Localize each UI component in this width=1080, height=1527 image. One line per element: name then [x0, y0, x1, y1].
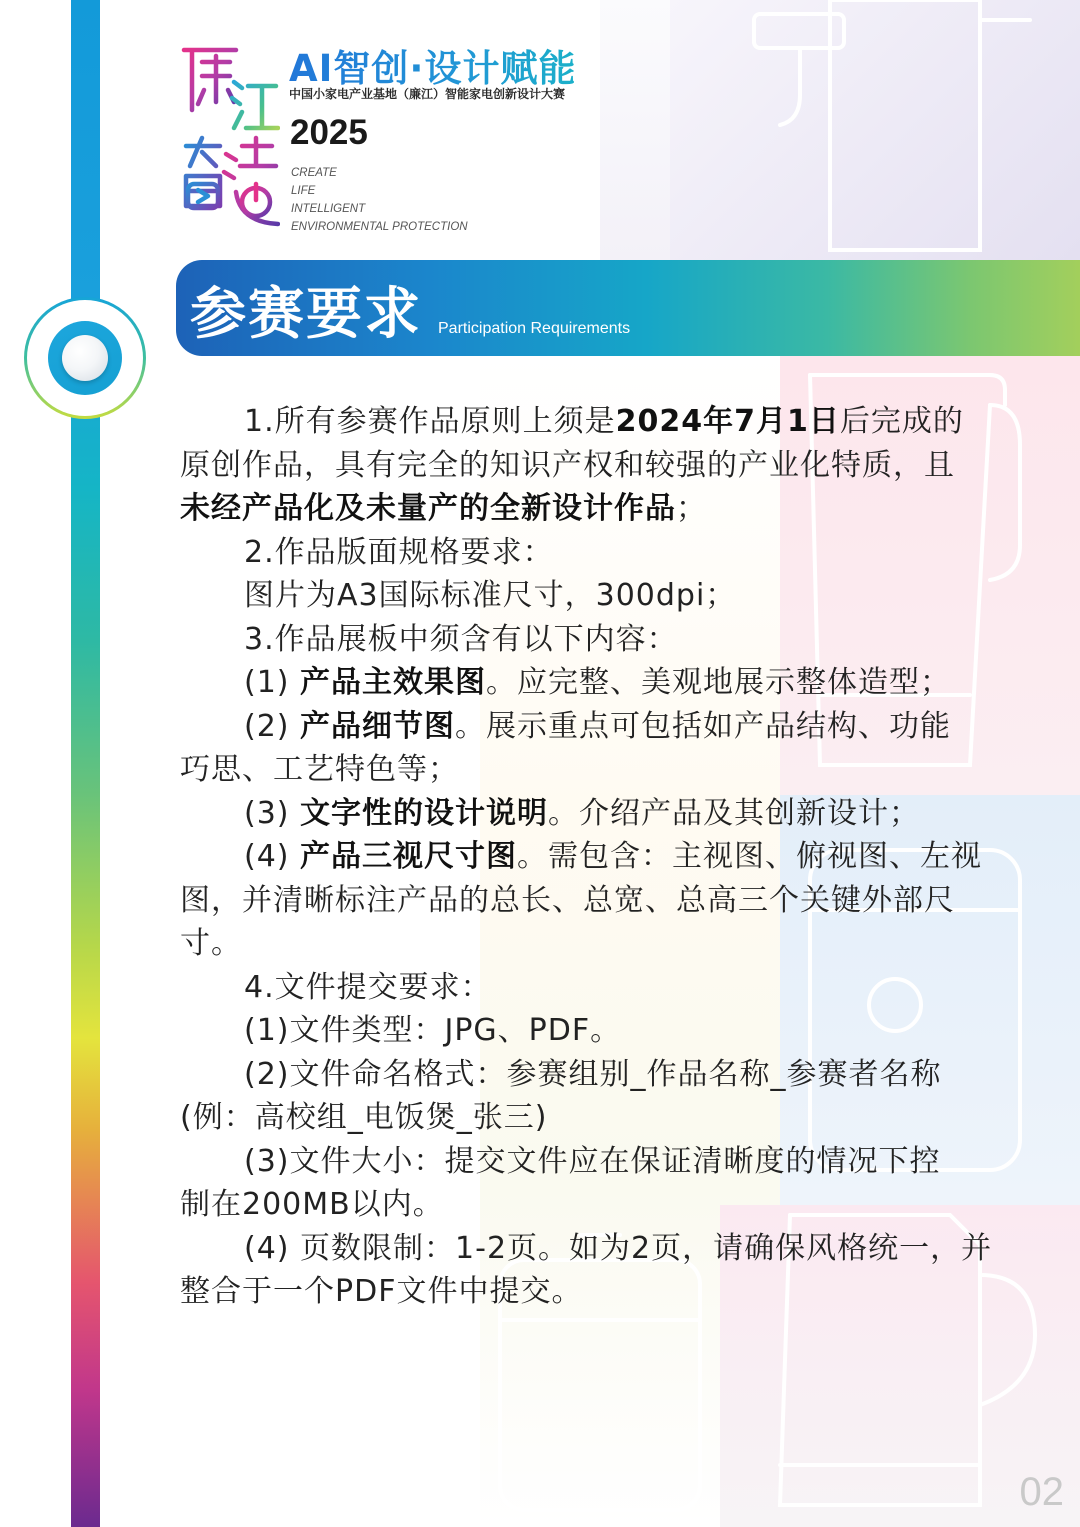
item-number: (2): [244, 708, 290, 744]
requirement-3-2-cont: 巧思、工艺特色等；: [180, 752, 459, 787]
requirement-1: [180, 400, 1010, 444]
requirement-4-3: (3)文件大小：提交文件应在保证清晰度的情况下控: [244, 1143, 941, 1179]
page-number: 02: [1019, 1470, 1064, 1514]
text: 。需包含：主视图、俯视图、左视: [517, 839, 983, 874]
year: 2025: [290, 113, 368, 152]
item-number: (3): [244, 795, 290, 831]
text: 1.所有参赛作品原则上须是: [244, 404, 616, 439]
requirement-2-body: 图片为A3国际标准尺寸，300dpi；: [244, 578, 737, 613]
slogan-line: INTELLIGENT: [291, 203, 366, 215]
slogan-line: CREATE: [291, 167, 337, 179]
ring-core-button: [62, 335, 108, 381]
requirement-4-title: 4.文件提交要求：: [244, 969, 492, 1005]
requirement-3-1: [180, 661, 1010, 705]
requirement-3-4-cont: 寸。: [180, 926, 242, 961]
text: 。展示重点可包括如产品结构、功能: [455, 708, 952, 744]
deadline-date: 2024年7月1日: [615, 404, 840, 439]
section-title: 参赛要求: [190, 282, 422, 347]
requirement-4-1: (1)文件类型：JPG、PDF。: [244, 1013, 622, 1048]
requirement-3-4-cont: 图，并清晰标注产品的总长、总宽、总高三个关键外部尺: [180, 882, 955, 918]
requirement-2-title: 2.作品版面规格要求：: [244, 534, 554, 570]
requirements-body: [180, 400, 1010, 1314]
text: 。介绍产品及其创新设计；: [548, 795, 921, 831]
brand-subtitle: 中国小家电产业基地（廉江）智能家电创新设计大赛: [289, 87, 566, 101]
emphasis-text: 未经产品化及未量产的全新设计作品: [180, 491, 676, 526]
brand-title: AI智创·设计赋能: [289, 38, 576, 92]
requirement-1-cont: 原创作品，具有完全的知识产权和较强的产业化特质，且: [180, 447, 955, 483]
requirement-1-cont: [180, 487, 1010, 531]
emphasis-text: 产品三视尺寸图: [300, 839, 518, 874]
requirement-4-4-cont: 整合于一个PDF文件中提交。: [180, 1274, 583, 1309]
slogan: [291, 164, 468, 236]
requirement-3-3: [180, 792, 1010, 836]
requirement-4-2: (2)文件命名格式：参赛组别_作品名称_参赛者名称: [244, 1056, 942, 1092]
slogan-line: LIFE: [291, 185, 316, 197]
requirement-4-2-cont: (例：高校组_电饭煲_张三): [180, 1100, 548, 1135]
section-subtitle: Participation Requirements: [438, 320, 631, 337]
requirement-4-4: (4) 页数限制：1-2页。如为2页，请确保风格统一，并: [244, 1230, 993, 1266]
rainbow-side-bar: [71, 0, 100, 1527]
slogan-line: ENVIRONMENTAL PROTECTION: [291, 221, 468, 233]
requirement-3-4: [180, 835, 1010, 879]
item-number: (1): [244, 665, 290, 700]
emphasis-text: 文字性的设计说明: [300, 795, 549, 831]
requirement-3-title: 3.作品展板中须含有以下内容：: [244, 621, 678, 657]
item-number: (4): [244, 839, 290, 874]
emphasis-text: 产品细节图: [300, 708, 456, 744]
emphasis-text: 产品主效果图: [300, 665, 487, 700]
text: 后完成的: [839, 404, 964, 439]
text: 。应完整、美观地展示整体造型；: [486, 665, 952, 700]
text: ；: [676, 491, 707, 526]
requirement-3-2: [180, 705, 1010, 749]
logo-mark-icon: [180, 42, 280, 234]
requirement-4-3-cont: 制在200MB以内。: [180, 1187, 444, 1222]
appliance-outline-icon: [740, 0, 1080, 260]
